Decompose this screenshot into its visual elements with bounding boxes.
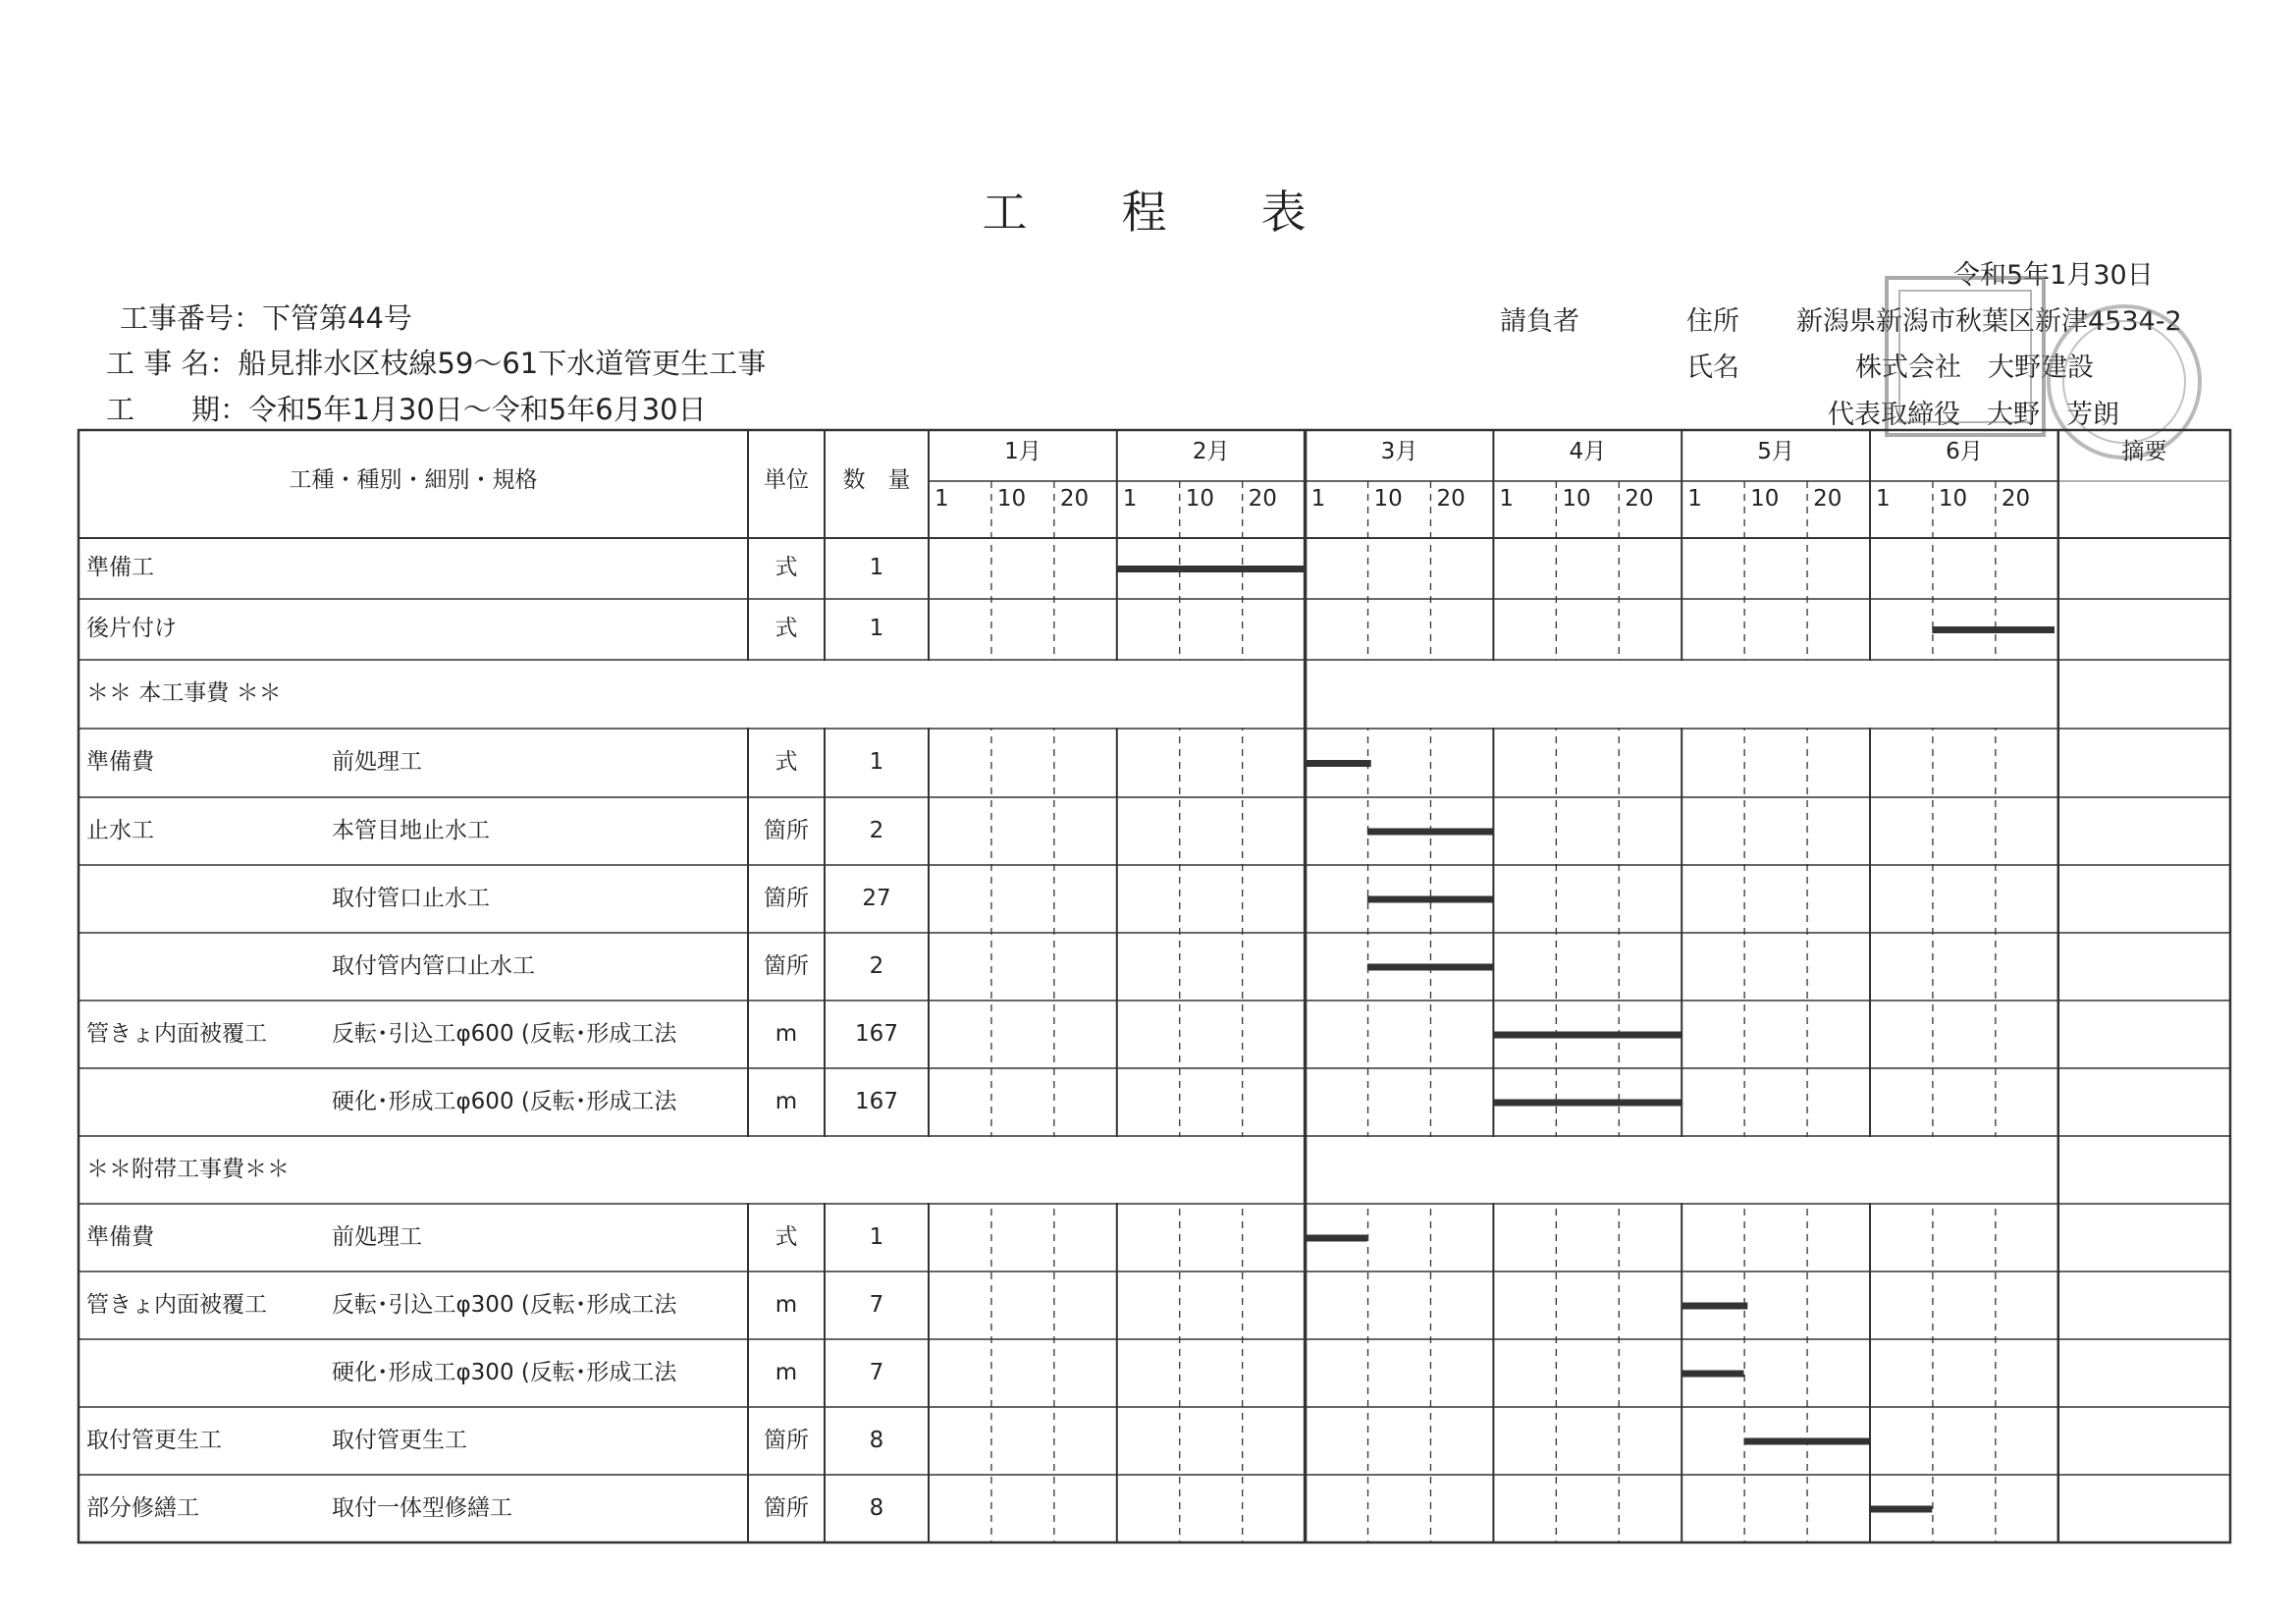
- row-detail: 取付一体型修繕工: [332, 1494, 512, 1521]
- row-category: 管きょ内面被覆工: [86, 1020, 267, 1047]
- row-category: 管きょ内面被覆工: [86, 1291, 267, 1318]
- page-title-char: 程: [1121, 186, 1175, 239]
- row-quantity: 1: [869, 555, 884, 580]
- day-tick-label: 10: [1938, 486, 1968, 512]
- row-unit: m: [774, 1291, 798, 1318]
- row-detail: 反転･引込工φ600 (反転･形成工法: [332, 1020, 677, 1047]
- row-quantity: 8: [869, 1494, 884, 1521]
- schedule-bar: [1117, 566, 1306, 572]
- row-quantity: 2: [869, 817, 884, 843]
- day-tick-label: 20: [1813, 486, 1842, 512]
- row-quantity: 27: [862, 885, 891, 911]
- schedule-bar: [1306, 1235, 1367, 1242]
- row-quantity: 8: [869, 1427, 884, 1453]
- row-detail: 前処理工: [332, 1223, 422, 1250]
- row-category: 準備費: [86, 749, 154, 775]
- schedule-bar: [1493, 1032, 1682, 1039]
- construction-name: 工 事 名：船見排水区枝線59～61下水道管更生工事: [106, 347, 767, 380]
- day-tick-label: 1: [1499, 486, 1515, 512]
- month-label: 2月: [1192, 439, 1230, 464]
- row-quantity: 167: [855, 1088, 898, 1114]
- schedule-bar: [1743, 1438, 1870, 1445]
- day-tick-label: 1: [934, 486, 949, 512]
- row-quantity: 2: [869, 952, 884, 979]
- construction-period: 工 期：令和5年1月30日～令和5年6月30日: [106, 393, 707, 426]
- section-heading: ＊＊附帯工事費＊＊: [86, 1156, 290, 1182]
- row-unit: m: [774, 1359, 798, 1385]
- row-category: 部分修繕工: [86, 1494, 199, 1521]
- construction-number: 工事番号：下管第44号: [120, 301, 412, 335]
- header-remarks: 摘要: [2121, 439, 2167, 464]
- day-tick-label: 10: [1373, 486, 1403, 512]
- row-unit: 式: [774, 616, 798, 641]
- row-unit: m: [774, 1088, 798, 1114]
- row-quantity: 1: [869, 1223, 884, 1250]
- page-title-char: 表: [1260, 186, 1314, 239]
- row-quantity: 1: [869, 616, 884, 641]
- row-category: 止水工: [86, 817, 154, 843]
- row-category: 後片付け: [86, 616, 177, 641]
- section-heading: ＊＊ 本工事費 ＊＊: [86, 680, 282, 706]
- page-title-char: 工: [982, 186, 1036, 239]
- address: 新潟県新潟市秋葉区新津4534-2: [1796, 306, 2182, 337]
- document-date: 令和5年1月30日: [1953, 260, 2154, 291]
- row-detail: 反転･引込工φ300 (反転･形成工法: [332, 1291, 677, 1318]
- row-category: 取付管更生工: [86, 1427, 222, 1453]
- name-label: 氏名: [1686, 352, 1739, 383]
- row-category: 準備費: [86, 1223, 154, 1250]
- row-unit: 式: [774, 555, 798, 580]
- section-row-fill: [1308, 1137, 2056, 1203]
- month-label: 4月: [1569, 439, 1607, 464]
- day-tick-label: 10: [996, 486, 1027, 512]
- row-quantity: 7: [869, 1359, 884, 1385]
- schedule-bar: [1682, 1303, 1747, 1310]
- row-unit: 式: [774, 1223, 798, 1250]
- month-label: 1月: [1004, 439, 1041, 464]
- header-unit: 単位: [764, 467, 809, 493]
- row-unit: 箇所: [764, 952, 809, 979]
- header-quantity: 数 量: [842, 467, 911, 493]
- row-quantity: 1: [869, 749, 884, 775]
- day-tick-label: 10: [1750, 486, 1780, 512]
- day-tick-label: 20: [1436, 486, 1466, 512]
- header-item: 工種・種別・細別・規格: [289, 467, 538, 493]
- day-tick-label: 1: [1687, 486, 1702, 512]
- row-unit: 箇所: [764, 817, 809, 843]
- address-label: 住所: [1686, 306, 1739, 337]
- day-tick-label: 20: [2001, 486, 2031, 512]
- schedule-bar: [1870, 1506, 1932, 1513]
- day-tick-label: 10: [1185, 486, 1214, 512]
- row-unit: 式: [774, 749, 798, 775]
- schedule-bar: [1932, 626, 2055, 633]
- day-tick-label: 20: [1059, 486, 1090, 512]
- schedule-bar: [1367, 964, 1494, 971]
- row-unit: m: [774, 1020, 798, 1047]
- month-label: 5月: [1757, 439, 1794, 464]
- row-detail: 硬化･形成工φ600 (反転･形成工法: [332, 1088, 677, 1114]
- schedule-bar: [1493, 1100, 1682, 1107]
- row-detail: 取付管更生工: [332, 1427, 467, 1453]
- day-tick-label: 1: [1310, 486, 1326, 512]
- schedule-bar: [1367, 896, 1494, 903]
- month-label: 6月: [1946, 439, 1983, 464]
- schedule-bar: [1367, 829, 1494, 836]
- row-detail: 取付管内管口止水工: [332, 952, 535, 979]
- day-tick-label: 20: [1625, 486, 1654, 512]
- row-quantity: 167: [855, 1020, 898, 1047]
- row-category: 準備工: [86, 555, 154, 580]
- row-unit: 箇所: [764, 1427, 809, 1453]
- company-name: 株式会社 大野建設: [1855, 352, 2094, 383]
- row-detail: 前処理工: [332, 749, 422, 775]
- row-unit: 箇所: [764, 885, 809, 911]
- schedule-bar: [1306, 760, 1371, 767]
- row-unit: 箇所: [764, 1494, 809, 1521]
- schedule-bar: [1682, 1371, 1743, 1378]
- day-tick-label: 1: [1122, 486, 1138, 512]
- month-label: 3月: [1380, 439, 1418, 464]
- contractor-label: 請負者: [1500, 306, 1579, 337]
- representative-name: 代表取締役 大野 芳朗: [1828, 400, 2119, 430]
- row-detail: 硬化･形成工φ300 (反転･形成工法: [332, 1359, 677, 1385]
- day-tick-label: 20: [1248, 486, 1277, 512]
- day-tick-label: 10: [1562, 486, 1591, 512]
- row-detail: 本管目地止水工: [332, 817, 490, 843]
- day-tick-label: 1: [1876, 486, 1891, 512]
- section-row-fill: [1308, 661, 2056, 728]
- row-detail: 取付管口止水工: [332, 885, 490, 911]
- row-quantity: 7: [869, 1291, 884, 1318]
